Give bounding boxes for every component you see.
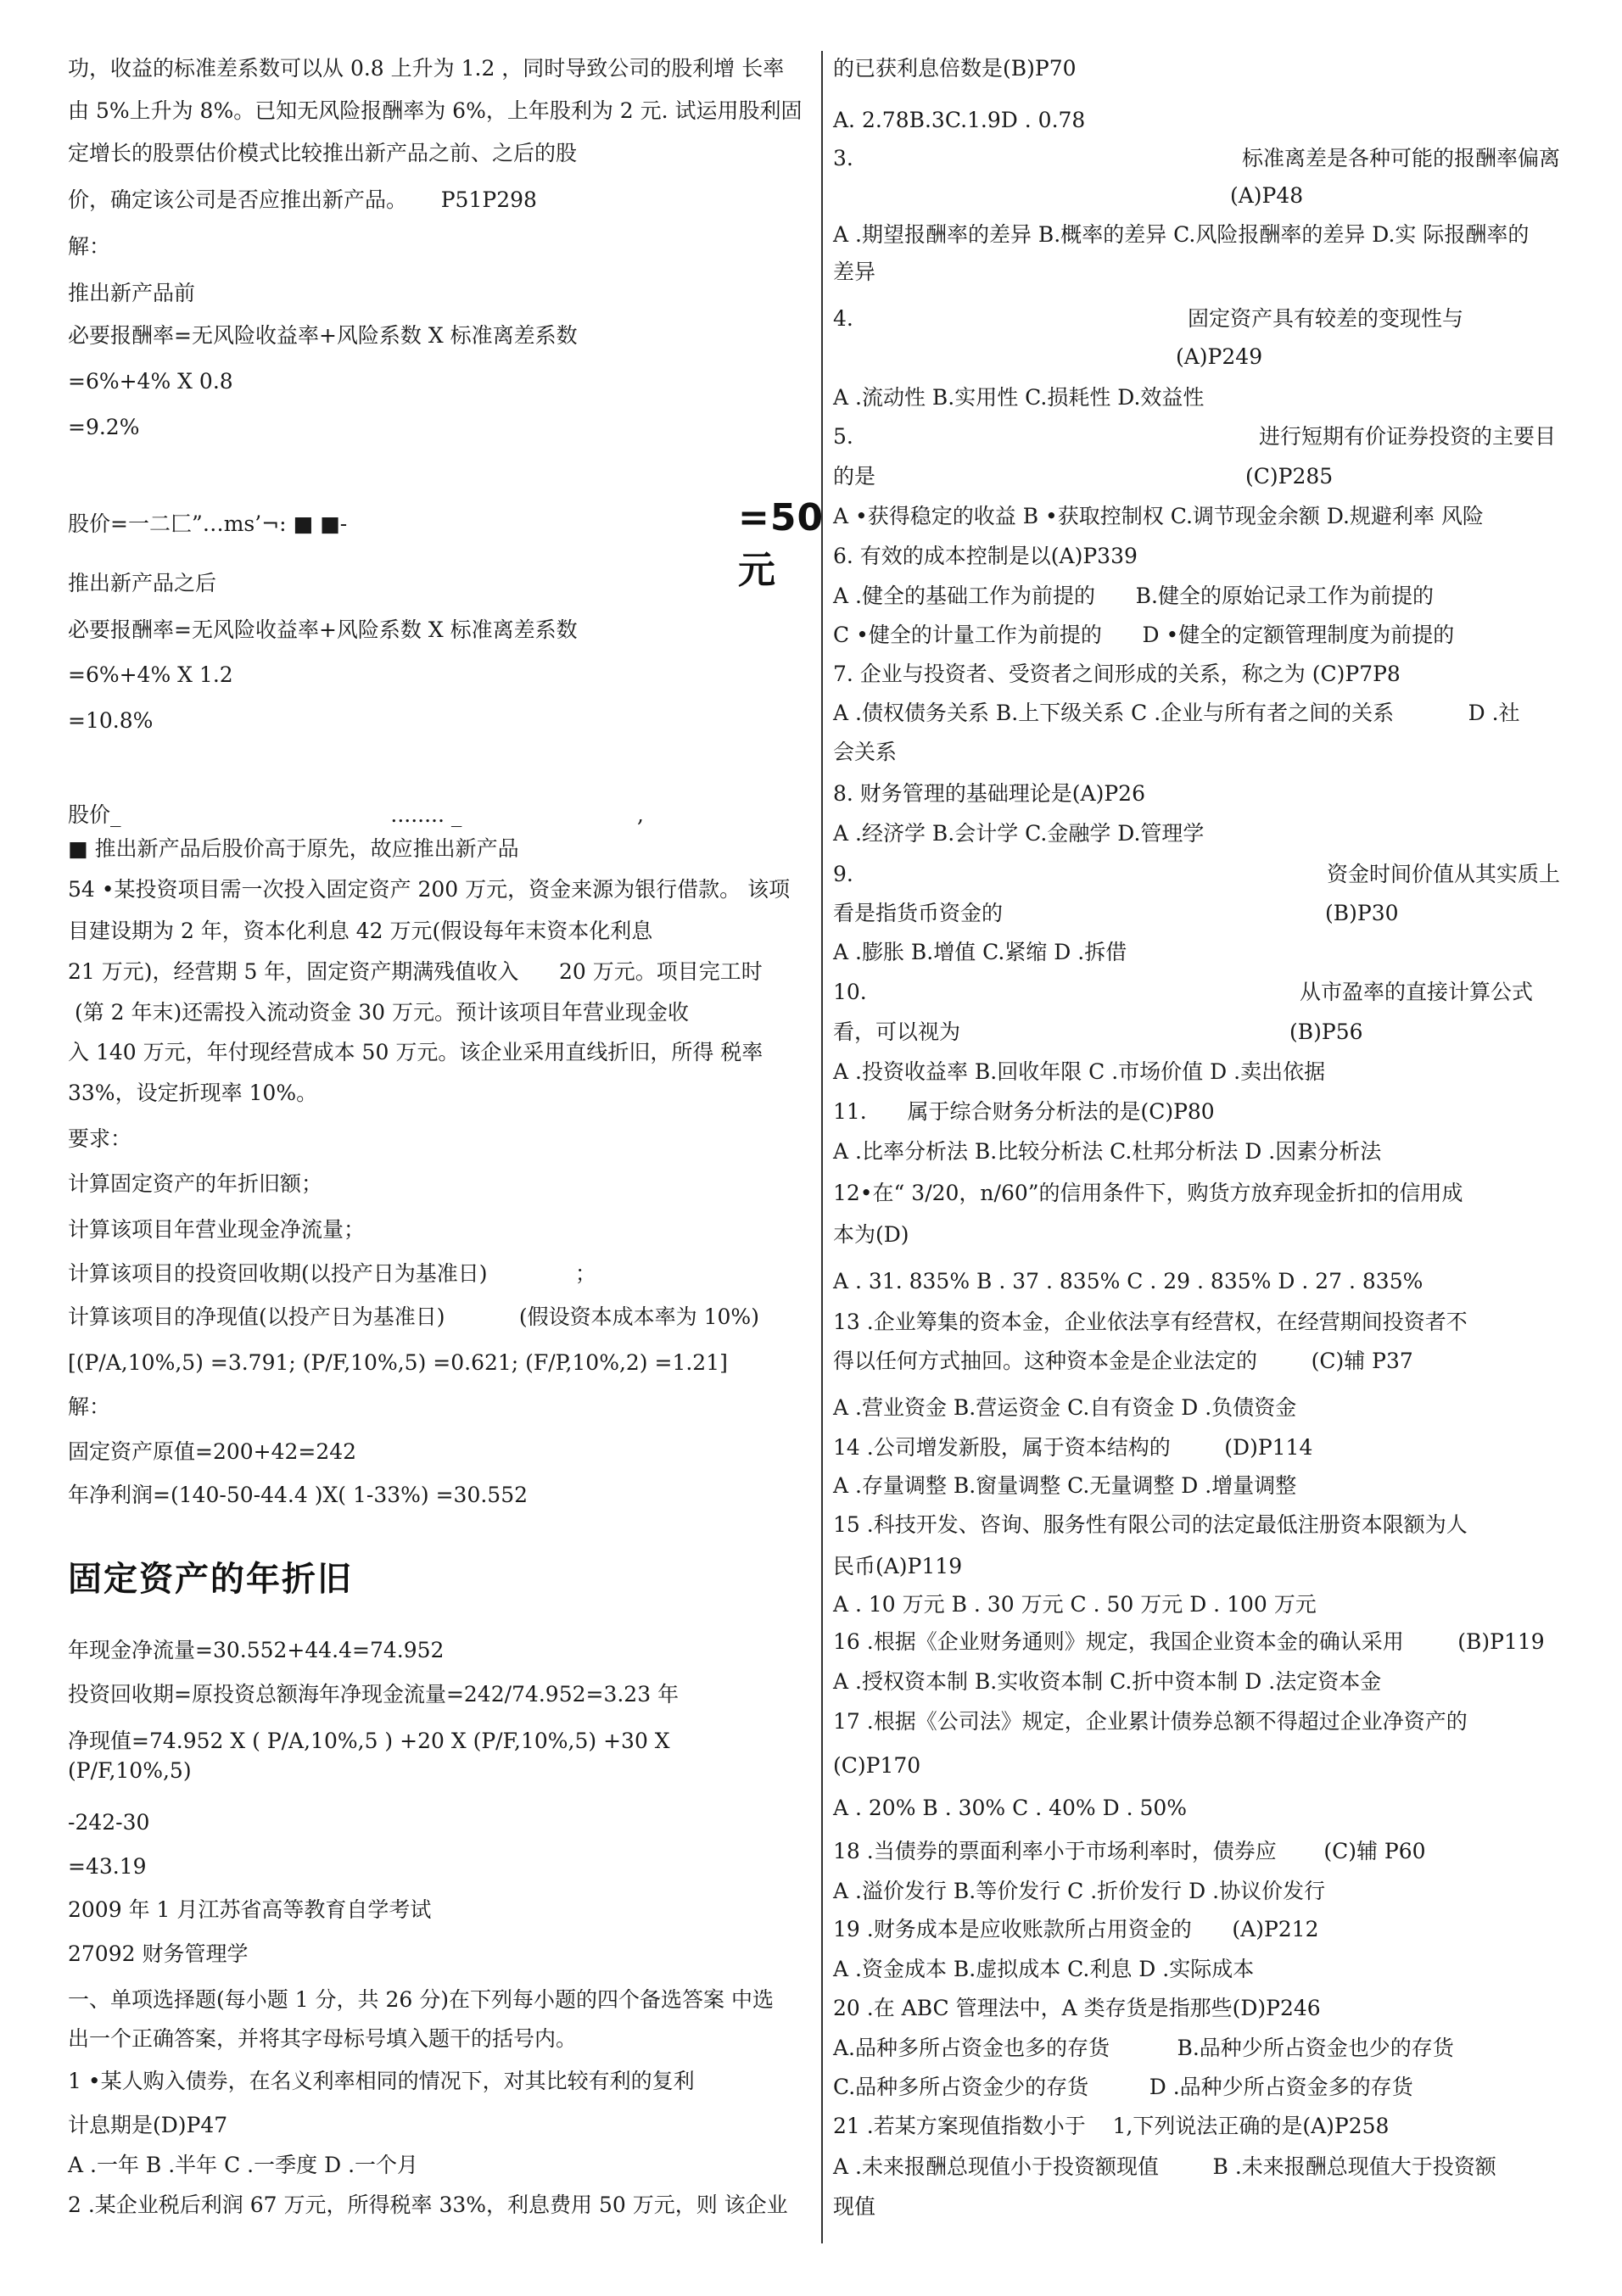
question-16: 16 .根据《企业财务通则》规定，我国企业资本金的确认采用 (B)P119: [833, 1629, 1545, 1654]
answer-options: A .健全的基础工作为前提的 B.健全的原始记录工作为前提的: [833, 584, 1434, 608]
text-line: 计算该项目的净现值(以投产日为基准日) (假设资本成本率为 10%): [68, 1304, 759, 1329]
question-10-text: 从市盈率的直接计算公式: [1300, 980, 1534, 1004]
answer-options: A . 20% B . 30% C . 40% D . 50%: [833, 1796, 1188, 1820]
question-3: 3.: [833, 146, 853, 170]
text-line: (第 2 年末)还需投入流动资金 30 万元。预计该项目年营业现金收: [68, 1000, 689, 1025]
text-line: 定增长的股票估价模式比较推出新产品之前、之后的股: [68, 141, 578, 165]
question-21: 21 .若某方案现值指数小于 1,下列说法正确的是(A)P258: [833, 2114, 1390, 2138]
question-12: 12•在“ 3/20，n/60”的信用条件下，购货方放弃现金折扣的信用成: [833, 1181, 1463, 1205]
answer-ref: (C)P285: [1245, 464, 1334, 489]
text-line: -242-30: [68, 1810, 150, 1835]
answer-options: C •健全的计量工作为前提的 D •健全的定额管理制度为前提的: [833, 623, 1455, 647]
answer-options: A •获得稳定的收益 B •获取控制权 C.调节现金余额 D.规避利率 风险: [833, 504, 1484, 528]
text-line: 计息期是(D)P47: [68, 2113, 228, 2137]
text-line: 价，确定该公司是否应推出新产品。 P51P298: [68, 187, 537, 212]
question-18: 18 .当债券的票面利率小于市场利率时，债券应 (C)辅 P60: [833, 1839, 1426, 1863]
left-column: [68, 0, 825, 2296]
answer-ref: (B)P56: [1289, 1020, 1363, 1044]
answer-ref: (B)P30: [1325, 901, 1399, 925]
text-line: =10.8%: [68, 708, 154, 733]
text-line: =6%+4% X 0.8: [68, 369, 233, 394]
answer-options: A .膨胀 B.增值 C.紧缩 D .拆借: [833, 940, 1127, 964]
text-line: 本为(D): [833, 1222, 909, 1247]
answer-ref: (A)P249: [1176, 344, 1263, 369]
question-4-text: 固定资产具有较差的变现性与: [1188, 306, 1464, 331]
question-17: 17 .根据《公司法》规定，企业累计债券总额不得超过企业净资产的: [833, 1709, 1468, 1734]
text-line: 由 5%上升为 8%。已知无风险报酬率为 6%，上年股利为 2 元. 试运用股利固: [68, 98, 803, 123]
answer-options: A .债权债务关系 B.上下级关系 C .企业与所有者之间的关系 D .社: [833, 701, 1520, 725]
answer-options: A. 2.78B.3C.1.9D . 0.78: [833, 108, 1086, 132]
answer-options: A .存量调整 B.窗量调整 C.无量调整 D .增量调整: [833, 1473, 1297, 1498]
text-line: 功，收益的标准差系数可以从 0.8 上升为 1.2 ，同时导致公司的股利增 长率: [68, 56, 785, 81]
text-line: 会关系: [833, 740, 898, 764]
answer-options: A .授权资本制 B.实收资本制 C.折中资本制 D .法定资本金: [833, 1669, 1382, 1694]
text-line: 必要报酬率=无风险收益率+风险系数 X 标准离差系数: [68, 323, 578, 348]
text-line: 年净利润=(140-50-44.4 )X( 1-33%) =30.552: [68, 1483, 529, 1507]
answer-options: A.品种多所占资金也多的存货 B.品种少所占资金也少的存货: [833, 2036, 1454, 2060]
question-9-text: 资金时间价值从其实质上: [1327, 862, 1561, 886]
question-7: 7. 企业与投资者、受资者之间形成的关系，称之为 (C)P7P8: [833, 662, 1401, 686]
answer-options: A .营业资金 B.营运资金 C.自有资金 D .负债资金: [833, 1395, 1297, 1420]
text-line: 计算固定资产的年折旧额；: [68, 1171, 323, 1196]
answer-options: A .期望报酬率的差异 B.概率的差异 C.风险报酬率的差异 D.实 际报酬率的: [833, 222, 1530, 247]
text-line: (P/F,10%,5): [68, 1758, 192, 1783]
text-line: 计算该项目年营业现金净流量；: [68, 1217, 366, 1242]
text-line: 推出新产品前: [68, 281, 196, 305]
text-line: 目建设期为 2 年，资本化利息 42 万元(假设每年末资本化利息: [68, 919, 653, 943]
text-line: 年现金净流量=30.552+44.4=74.952: [68, 1638, 445, 1662]
text-line: 民币(A)P119: [833, 1554, 963, 1578]
answer-options: A .资金成本 B.虚拟成本 C.利息 D .实际成本: [833, 1957, 1255, 1981]
question-4: 4.: [833, 306, 853, 331]
text-line: 必要报酬率=无风险收益率+风险系数 X 标准离差系数: [68, 617, 578, 642]
question-8: 8. 财务管理的基础理论是(A)P26: [833, 781, 1145, 806]
question-2: 2 .某企业税后利润 67 万元，所得税率 33%，利息费用 50 万元，则 该企业: [68, 2193, 788, 2217]
right-column: [833, 0, 1580, 2296]
question-6: 6. 有效的成本控制是以(A)P339: [833, 544, 1138, 568]
question-5-text: 进行短期有价证券投资的主要目: [1259, 424, 1557, 449]
question-19: 19 .财务成本是应收账款所占用资金的 (A)P212: [833, 1917, 1319, 1941]
text-line: 看，可以视为: [833, 1020, 961, 1044]
text-line: 的已获利息倍数是(B)P70: [833, 56, 1077, 81]
question-11: 11. 属于综合财务分析法的是(C)P80: [833, 1099, 1215, 1124]
answer-options: A .比率分析法 B.比较分析法 C.杜邦分析法 D .因素分析法: [833, 1139, 1382, 1164]
answer-options: A . 10 万元 B . 30 万元 C . 50 万元 D . 100 万元: [833, 1592, 1317, 1617]
column-divider: [821, 51, 823, 2243]
text-line: (C)P170: [833, 1753, 921, 1778]
text-line: 的是: [833, 464, 876, 489]
text-line: 21 万元)，经营期 5 年，固定资产期满残值收入 20 万元。项目完工时: [68, 959, 763, 984]
text-line: 入 140 万元，年付现经营成本 50 万元。该企业采用直线折旧，所得 税率: [68, 1040, 763, 1064]
course-title: 27092 财务管理学: [68, 1941, 249, 1966]
answer-options: A . 31. 835% B . 37 . 835% C . 29 . 835% D . 27 . 835%: [833, 1269, 1423, 1293]
text-line: 解：: [68, 1394, 111, 1419]
text-line: =6%+4% X 1.2: [68, 662, 233, 687]
answer-options: A .溢价发行 B.等价发行 C .折价发行 D .协议价发行: [833, 1879, 1326, 1903]
question-54: 54 •某投资项目需一次投入固定资产 200 万元，资金来源为银行借款。 该项: [68, 877, 791, 902]
question-13: 13 .企业筹集的资本金，企业依法享有经营权，在经营期间投资者不: [833, 1310, 1468, 1334]
stock-price-result: =50元: [738, 496, 825, 592]
conclusion-line: ■ 推出新产品后股价高于原先，故应推出新产品: [68, 836, 519, 861]
section-instructions: 一、单项选择题(每小题 1 分，共 26 分)在下列每小题的四个备选答案 中选: [68, 1987, 774, 2012]
answer-options: C.品种多所占资金少的存货 D .品种少所占资金多的存货: [833, 2075, 1413, 2099]
answer-ref: (A)P48: [1230, 183, 1304, 208]
text-line: 出一个正确答案，并将其字母标号填入题干的括号内。: [68, 2026, 578, 2051]
question-3-text: 标准离差是各种可能的报酬率偏离: [1242, 146, 1561, 170]
text-line: 解：: [68, 234, 111, 259]
text-line: 差异: [833, 260, 876, 284]
text-line: 看是指货币资金的: [833, 901, 1004, 925]
question-1: 1 •某人购入债券，在名义利率相同的情况下，对其比较有利的复利: [68, 2069, 695, 2093]
answer-options: A .经济学 B.会计学 C.金融学 D.管理学: [833, 821, 1205, 846]
text-line: 股价_ ........ _ ,: [68, 802, 644, 827]
text-line: =43.19: [68, 1854, 147, 1879]
answer-options: A .流动性 B.实用性 C.损耗性 D.效益性: [833, 385, 1205, 410]
question-14: 14 .公司增发新股，属于资本结构的 (D)P114: [833, 1435, 1313, 1460]
question-10: 10.: [833, 980, 867, 1004]
exam-title: 2009 年 1 月江苏省高等教育自学考试: [68, 1897, 432, 1922]
text-line: 计算该项目的投资回收期(以投产日为基准日) ；: [68, 1261, 596, 1286]
text-line: 33%，设定折现率 10%。: [68, 1081, 318, 1105]
answer-options: A .未来报酬总现值小于投资额现值 B .未来报酬总现值大于投资额: [833, 2154, 1496, 2179]
text-line: 推出新产品之后: [68, 571, 217, 595]
stock-price-formula: 股价=一二匚”…ms’¬: ■ ■-: [68, 511, 348, 536]
text-line: 得以任何方式抽回。这种资本金是企业法定的 (C)辅 P37: [833, 1349, 1413, 1373]
question-9: 9.: [833, 862, 853, 886]
text-line: 现值: [833, 2194, 876, 2219]
text-line: =9.2%: [68, 415, 140, 439]
question-20: 20 .在 ABC 管理法中，A 类存货是指那些(D)P246: [833, 1996, 1321, 2020]
answer-options: A .一年 B .半年 C .一季度 D .一个月: [68, 2153, 419, 2177]
question-15: 15 .科技开发、咨询、服务性有限公司的法定最低注册资本限额为人: [833, 1512, 1468, 1537]
section-heading: 固定资产的年折旧: [68, 1560, 353, 1599]
text-line: 固定资产原值=200+42=242: [68, 1439, 357, 1464]
factor-values: [(P/A,10%,5) =3.791; (P/F,10%,5) =0.621; (F/P,10%,2) =1.21]: [68, 1350, 728, 1375]
text-line: 投资回收期=原投资总额海年净现金流量=242/74.952=3.23 年: [68, 1682, 680, 1707]
text-line: 要求：: [68, 1126, 132, 1151]
text-line: 净现值=74.952 X ( P/A,10%,5 ) +20 X (P/F,10%,5) +30 X: [68, 1729, 670, 1753]
question-5: 5.: [833, 424, 853, 449]
answer-options: A .投资收益率 B.回收年限 C .市场价值 D .卖出依据: [833, 1059, 1326, 1084]
